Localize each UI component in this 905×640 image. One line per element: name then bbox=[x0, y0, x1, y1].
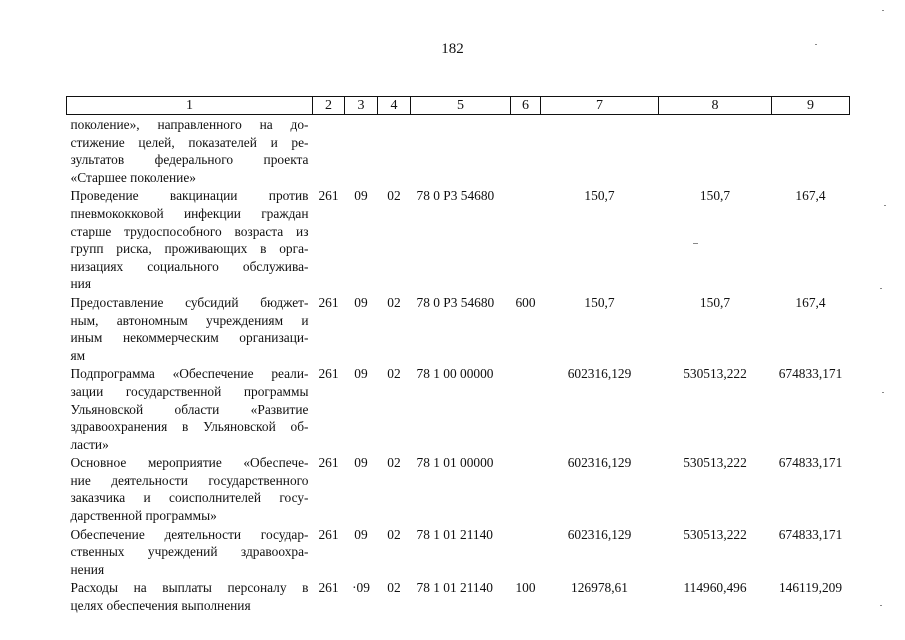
description-line: групп риска, проживающих в орга- bbox=[70, 241, 309, 257]
description-line: «Старшее поколение» bbox=[70, 169, 196, 185]
row-description bbox=[67, 115, 313, 187]
amount-year-1: 602316,129 bbox=[567, 526, 632, 542]
amount-year-1: 150,7 bbox=[584, 188, 615, 204]
description-line: Обеспечение деятельности государ- bbox=[70, 526, 309, 542]
header-col-6: 6 bbox=[511, 97, 541, 115]
description-line: ния bbox=[70, 276, 91, 292]
section-code: 09 bbox=[354, 366, 368, 382]
target-article-code bbox=[411, 115, 511, 187]
amount-year-1: 602316,129 bbox=[567, 455, 632, 471]
header-col-8: 8 bbox=[659, 97, 772, 115]
subsection-code: 02 bbox=[387, 526, 401, 542]
scan-speck bbox=[882, 10, 884, 11]
subsection-code: 02 bbox=[387, 294, 401, 310]
section-code: 09 bbox=[354, 294, 368, 310]
header-col-3: 3 bbox=[345, 97, 378, 115]
description-line: стижение целей, показателей и ре- bbox=[70, 134, 309, 150]
header-row bbox=[67, 97, 850, 115]
subsection-code: 02 bbox=[387, 188, 401, 204]
amount-year-3: 674833,171 bbox=[778, 366, 843, 382]
table-row bbox=[67, 453, 850, 524]
scan-speck bbox=[815, 44, 817, 45]
scan-speck bbox=[880, 605, 882, 606]
amount-year-3: 167,4 bbox=[795, 188, 826, 204]
expense-type-code bbox=[511, 453, 541, 524]
description-line: ным, автономным учреждениям и bbox=[70, 312, 309, 328]
ministry-code: 261 bbox=[318, 366, 339, 382]
amount-year-2: 114960,496 bbox=[683, 580, 747, 596]
description-line: Подпрограмма «Обеспечение реали- bbox=[70, 366, 309, 382]
subsection-code: 02 bbox=[387, 366, 401, 382]
header-col-9: 9 bbox=[772, 97, 850, 115]
ministry-code: 261 bbox=[318, 580, 339, 596]
header-col-1: 1 bbox=[67, 97, 313, 115]
description-line: Предоставление субсидий бюджет- bbox=[70, 294, 309, 310]
subsection-code: 02 bbox=[387, 455, 401, 471]
amount-year-2: 150,7 bbox=[699, 294, 731, 310]
description-line: пневмококковой инфекции граждан bbox=[70, 205, 309, 221]
amount-year-2 bbox=[659, 115, 772, 187]
target-article-code: 78 1 01 00000 bbox=[416, 455, 494, 471]
table-body bbox=[67, 115, 850, 615]
amount-year-3: 674833,171 bbox=[778, 455, 843, 471]
target-article-code: 78 0 Р3 54680 bbox=[416, 294, 495, 310]
ministry-code: 261 bbox=[318, 526, 339, 542]
description-line: нения bbox=[70, 561, 105, 577]
amount-year-3: 674833,171 bbox=[778, 526, 843, 542]
target-article-code: 78 0 Р3 54680 bbox=[416, 188, 495, 204]
header-col-7: 7 bbox=[541, 97, 659, 115]
row-description bbox=[67, 364, 313, 453]
description-line: иным некоммерческим организаци- bbox=[70, 330, 309, 346]
row-description bbox=[67, 293, 313, 364]
amount-year-1: 126978,61 bbox=[571, 580, 628, 596]
description-line: поколение», направленного на до- bbox=[70, 117, 309, 132]
amount-year-1 bbox=[541, 115, 659, 187]
description-line: ласти» bbox=[70, 436, 109, 452]
description-line: ям bbox=[70, 347, 86, 363]
expense-type-code bbox=[511, 525, 541, 579]
table-row bbox=[67, 293, 850, 364]
budget-table-container bbox=[66, 96, 849, 615]
description-line: Основное мероприятие «Обеспече- bbox=[70, 455, 309, 471]
expense-type-code bbox=[511, 186, 541, 293]
target-article-code: 78 1 01 21140 bbox=[416, 580, 493, 596]
section-code: 09 bbox=[354, 526, 368, 542]
description-line: ственных учреждений здравоохра- bbox=[70, 544, 309, 560]
description-line: низациях социального обслужива- bbox=[70, 258, 309, 274]
row-description bbox=[67, 578, 313, 614]
table-row bbox=[67, 186, 850, 293]
scan-speck bbox=[884, 205, 886, 206]
expense-type-code bbox=[511, 364, 541, 453]
ministry-code: 261 bbox=[318, 294, 339, 310]
expense-type-code: 100 bbox=[515, 580, 536, 596]
ministry-code: 261 bbox=[318, 188, 339, 204]
subsection-code: 02 bbox=[387, 580, 401, 596]
description-line: Проведение вакцинации против bbox=[70, 188, 309, 204]
amount-year-2: 150,7 bbox=[699, 188, 731, 204]
description-line: целях обеспечения выполнения bbox=[70, 598, 251, 614]
table-header bbox=[67, 97, 850, 115]
amount-year-2: 530513,222 bbox=[683, 455, 747, 471]
section-code: 09 bbox=[354, 188, 368, 204]
description-line: зультатов федерального проекта bbox=[70, 152, 309, 168]
header-col-4: 4 bbox=[378, 97, 411, 115]
subsection-code bbox=[378, 115, 411, 187]
amount-year-2: 530513,222 bbox=[683, 366, 747, 382]
scan-speck bbox=[693, 243, 698, 244]
amount-year-1: 150,7 bbox=[584, 294, 615, 310]
description-line: заказчика и соисполнителей госу- bbox=[70, 490, 309, 506]
section-code bbox=[345, 115, 378, 187]
scan-speck bbox=[882, 392, 884, 393]
description-line: Расходы на выплаты персоналу в bbox=[70, 580, 309, 596]
description-line: ние деятельности государственного bbox=[70, 472, 309, 488]
expense-type-code: 600 bbox=[515, 294, 536, 310]
expense-type-code bbox=[511, 115, 541, 187]
header-col-5: 5 bbox=[411, 97, 511, 115]
scan-speck bbox=[880, 288, 882, 289]
table-row bbox=[67, 525, 850, 579]
table-row bbox=[67, 578, 850, 614]
header-col-2: 2 bbox=[313, 97, 345, 115]
amount-year-3 bbox=[772, 115, 850, 187]
row-description bbox=[67, 525, 313, 579]
description-line: зации государственной программы bbox=[70, 383, 309, 399]
description-line: дарственной программы» bbox=[70, 508, 217, 524]
amount-year-2: 530513,222 bbox=[683, 526, 747, 542]
section-code: ·09 bbox=[352, 580, 370, 596]
description-line: здравоохранения в Ульяновской об- bbox=[70, 419, 309, 435]
section-code: 09 bbox=[354, 455, 368, 471]
page-number: 182 bbox=[441, 41, 464, 57]
row-description bbox=[67, 453, 313, 524]
table-row bbox=[67, 364, 850, 453]
budget-table bbox=[66, 96, 850, 615]
amount-year-1: 602316,129 bbox=[567, 366, 632, 382]
description-line: старше трудоспособного возраста из bbox=[70, 223, 309, 239]
description-line: Ульяновской области «Развитие bbox=[70, 401, 309, 417]
row-description bbox=[67, 186, 313, 293]
table-row bbox=[67, 115, 850, 187]
ministry-code bbox=[313, 115, 345, 187]
amount-year-3: 146119,209 bbox=[778, 580, 843, 596]
amount-year-3: 167,4 bbox=[795, 294, 826, 310]
target-article-code: 78 1 00 00000 bbox=[416, 366, 494, 382]
target-article-code: 78 1 01 21140 bbox=[416, 526, 493, 542]
ministry-code: 261 bbox=[318, 455, 339, 471]
